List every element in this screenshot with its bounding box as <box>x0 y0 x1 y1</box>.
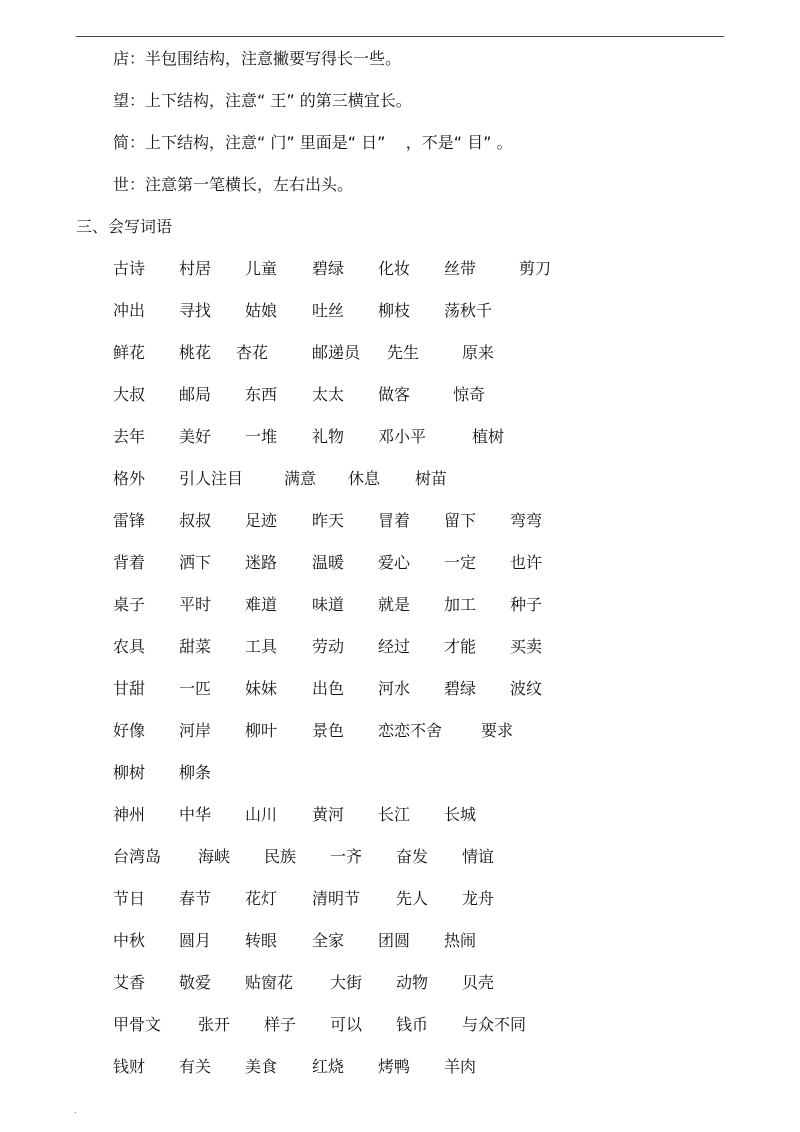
word-item: 甘甜 <box>113 679 146 698</box>
word-item: 情谊 <box>462 847 495 866</box>
word-item: 全家 <box>312 931 345 950</box>
word-item: 景色 <box>312 721 345 740</box>
word-item: 长城 <box>444 805 477 824</box>
word-item: 丝带 <box>444 259 477 278</box>
word-item: 格外 <box>113 469 146 488</box>
word-item: 龙舟 <box>462 889 495 908</box>
word-item: 红烧 <box>312 1057 345 1076</box>
word-item: 休息 <box>348 469 381 488</box>
word-item: 海峡 <box>198 847 231 866</box>
word-item: 树苗 <box>415 469 448 488</box>
word-item: 姑娘 <box>245 301 278 320</box>
word-item: 太太 <box>312 385 345 404</box>
word-item: 柳树 <box>113 763 146 782</box>
word-item: 钱财 <box>113 1057 146 1076</box>
word-item: 儿童 <box>245 259 278 278</box>
word-item: 神州 <box>113 805 146 824</box>
word-item: 去年 <box>113 427 146 446</box>
word-item: 冒着 <box>378 511 411 530</box>
note-dian: 店：半包围结构，注意撇要写得长一些。 <box>113 49 402 68</box>
word-item: 羊肉 <box>444 1057 477 1076</box>
word-item: 柳叶 <box>245 721 278 740</box>
word-item: 惊奇 <box>453 385 486 404</box>
word-item: 一齐 <box>330 847 363 866</box>
word-item: 难道 <box>245 595 278 614</box>
word-item: 迷路 <box>245 553 278 572</box>
word-item: 大街 <box>330 973 363 992</box>
word-item: 贝壳 <box>462 973 495 992</box>
word-item: 种子 <box>510 595 543 614</box>
word-item: 先生 <box>387 343 420 362</box>
footer-mark: . <box>74 1106 77 1115</box>
word-item: 爱心 <box>378 553 411 572</box>
word-item: 美好 <box>179 427 212 446</box>
word-item: 吐丝 <box>312 301 345 320</box>
word-item: 邮局 <box>179 385 212 404</box>
word-item: 礼物 <box>312 427 345 446</box>
word-item: 节日 <box>113 889 146 908</box>
word-item: 化妆 <box>378 259 411 278</box>
word-item: 背着 <box>113 553 146 572</box>
word-item: 山川 <box>245 805 278 824</box>
word-item: 黄河 <box>312 805 345 824</box>
word-item: 劳动 <box>312 637 345 656</box>
word-item: 美食 <box>245 1057 278 1076</box>
word-item: 寻找 <box>179 301 212 320</box>
word-item: 冲出 <box>113 301 146 320</box>
word-item: 台湾岛 <box>113 847 162 866</box>
word-item: 热闹 <box>444 931 477 950</box>
word-item: 碧绿 <box>312 259 345 278</box>
word-item: 洒下 <box>179 553 212 572</box>
word-item: 先人 <box>396 889 429 908</box>
word-item: 邮递员 <box>312 343 361 362</box>
word-item: 转眼 <box>245 931 278 950</box>
header-rule <box>76 36 724 37</box>
word-item: 春节 <box>179 889 212 908</box>
word-item: 叔叔 <box>179 511 212 530</box>
word-item: 温暖 <box>312 553 345 572</box>
word-item: 东西 <box>245 385 278 404</box>
word-item: 碧绿 <box>444 679 477 698</box>
word-item: 奋发 <box>396 847 429 866</box>
word-item: 花灯 <box>245 889 278 908</box>
word-item: 贴窗花 <box>245 973 294 992</box>
word-item: 一匹 <box>179 679 212 698</box>
word-item: 河水 <box>378 679 411 698</box>
word-item: 甜菜 <box>179 637 212 656</box>
word-item: 长江 <box>378 805 411 824</box>
word-item: 敬爱 <box>179 973 212 992</box>
word-item: 荡秋千 <box>444 301 493 320</box>
word-item: 做客 <box>378 385 411 404</box>
word-item: 一定 <box>444 553 477 572</box>
word-item: 买卖 <box>510 637 543 656</box>
word-item: 工具 <box>245 637 278 656</box>
word-item: 圆月 <box>179 931 212 950</box>
word-item: 满意 <box>284 469 317 488</box>
word-item: 柳枝 <box>378 301 411 320</box>
word-item: 柳条 <box>179 763 212 782</box>
word-item: 烤鸭 <box>378 1057 411 1076</box>
word-item: 钱币 <box>396 1015 429 1034</box>
word-item: 好像 <box>113 721 146 740</box>
note-shi: 世：注意第一笔横长，左右出头。 <box>113 175 354 194</box>
word-item: 甲骨文 <box>113 1015 162 1034</box>
word-item: 有关 <box>179 1057 212 1076</box>
word-item: 才能 <box>444 637 477 656</box>
word-item: 古诗 <box>113 259 146 278</box>
word-item: 农具 <box>113 637 146 656</box>
word-item: 恋恋不舍 <box>378 721 443 740</box>
word-item: 植树 <box>472 427 505 446</box>
word-item: 就是 <box>378 595 411 614</box>
word-item: 大叔 <box>113 385 146 404</box>
word-item: 要求 <box>481 721 514 740</box>
word-item: 引人注目 <box>179 469 244 488</box>
word-item: 平时 <box>179 595 212 614</box>
word-item: 杏花 <box>236 343 269 362</box>
word-item: 也许 <box>510 553 543 572</box>
word-item: 河岸 <box>179 721 212 740</box>
word-item: 出色 <box>312 679 345 698</box>
word-item: 邓小平 <box>378 427 427 446</box>
word-item: 加工 <box>444 595 477 614</box>
word-item: 民族 <box>264 847 297 866</box>
word-item: 波纹 <box>510 679 543 698</box>
word-item: 与众不同 <box>462 1015 527 1034</box>
word-item: 鲜花 <box>113 343 146 362</box>
word-item: 团圆 <box>378 931 411 950</box>
word-item: 样子 <box>264 1015 297 1034</box>
word-item: 清明节 <box>312 889 361 908</box>
word-item: 可以 <box>330 1015 363 1034</box>
word-item: 动物 <box>396 973 429 992</box>
word-item: 弯弯 <box>510 511 543 530</box>
word-item: 留下 <box>444 511 477 530</box>
word-item: 味道 <box>312 595 345 614</box>
word-item: 妹妹 <box>245 679 278 698</box>
word-item: 一堆 <box>245 427 278 446</box>
section-heading: 三、会写词语 <box>76 217 173 236</box>
word-item: 经过 <box>378 637 411 656</box>
word-item: 张开 <box>198 1015 231 1034</box>
word-item: 桌子 <box>113 595 146 614</box>
word-item: 雷锋 <box>113 511 146 530</box>
note-jian: 简：上下结构，注意“ 门” 里面是“ 日” ，不是“ 目” 。 <box>113 133 513 152</box>
word-item: 桃花 <box>179 343 212 362</box>
word-item: 中华 <box>179 805 212 824</box>
word-item: 中秋 <box>113 931 146 950</box>
word-item: 艾香 <box>113 973 146 992</box>
word-item: 剪刀 <box>519 259 552 278</box>
word-item: 足迹 <box>245 511 278 530</box>
word-item: 原来 <box>462 343 495 362</box>
word-item: 村居 <box>179 259 212 278</box>
word-item: 昨天 <box>312 511 345 530</box>
note-wang: 望：上下结构，注意“ 王” 的第三横宜长。 <box>113 91 412 110</box>
